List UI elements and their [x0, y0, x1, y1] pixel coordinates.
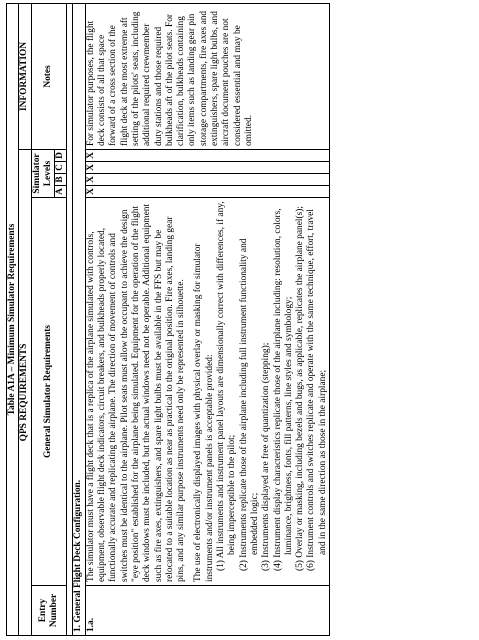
table-row: [85, 3, 329, 635]
caption-row: [7, 3, 19, 635]
requirement-text: [85, 198, 329, 586]
level-c-mark: X: [85, 162, 329, 174]
level-c-header: C: [55, 162, 67, 174]
requirement-paragraph-1: The simulator must have a flight deck that is a replica of the airplane simulated with controls, equipment, observable flight deck indicators, circuit breakers, and bulkheads properly located, functionally accurate and replicating the airplane. The direction of movement of controls and switches must be identical to the airplane. Pilot seats must allow the occupant to achieve the design "eye position" established for the airplane being simulated. Equipment for the operation of the flight deck windows must be included, but the actual windows need not be operable. Additional equipment such as fire axes, extinguishers, and spare light bulbs must be available in the FFS but may be relocated to a suitable location as near as practical to the original position. Fire axes, landing gear pins, and any similar purpose instruments need only be represented in silhouette.: [85, 203, 187, 582]
qps-requirements-header: QPS REQUIREMENTS: [19, 150, 31, 636]
list-item: (3) Instruments displayed are free of quantization (stepping);: [261, 342, 272, 571]
list-item: (2) Instruments replicate those of the airplane including full instrument functionality and embedded logic;: [238, 238, 260, 571]
level-b-mark: X: [85, 174, 329, 186]
minimum-simulator-requirements-table: [6, 3, 330, 636]
level-d-header: D: [55, 150, 67, 162]
level-a-mark: X: [85, 186, 329, 198]
notes-header: Notes: [31, 3, 67, 149]
information-header: INFORMATION: [19, 3, 31, 149]
table-caption: Table A1A – Minimum Simulator Requirements: [7, 3, 19, 635]
simulator-levels-header: Simulator Levels: [31, 150, 55, 198]
list-item: (4) Instrument display characteristics replicate those of the airplane including: resolution, colors, luminance, brightness, fonts, fill patterns, line styles and symbology;: [272, 208, 294, 571]
list-item: (6) Instrument controls and switches replicate and operate with the same technique, effort, travel and in the same direction as those in the airplane;: [306, 209, 328, 571]
entry-number: 1.a.: [85, 586, 329, 636]
level-b-header: B: [55, 174, 67, 186]
entry-number-header: Entry Number: [31, 586, 67, 636]
section-title: 1. General Flight Deck Configuration.: [73, 3, 85, 635]
level-a-header: A: [55, 186, 67, 198]
list-item: (5) Overlay or masking, including bezels and bugs, as applicable, replicates the airplane panel(s);: [295, 206, 306, 571]
header-row-1: [19, 3, 31, 635]
section-row: [73, 3, 85, 635]
level-d-mark: X: [85, 150, 329, 162]
header-row-2: [31, 3, 55, 635]
notes-text: For simulator purposes, the flight deck consists of all that space forward of a cross section of the flight deck at the most extreme aft setting of the pilots' seats, including additional required crewmember duty stations and those required bulkheads aft of the pilot seats. For clarification, bulkheads containing only items such as landing gear pin storage compartments, fire axes and extinguishers, spare light bulbs, and aircraft document pouches are not considered essential and may be omitted.: [85, 3, 329, 149]
requirement-paragraph-2: The use of electronically displayed images with physical overlay or masking for simulator instruments and/or instrument panels is acceptable provided:: [193, 243, 215, 582]
general-requirements-header: General Simulator Requirements: [31, 198, 67, 586]
list-item: (1) All instruments and instrument panel layouts are dimensionally correct with differences, if any, being imperceptible to the pilot;: [216, 201, 238, 571]
